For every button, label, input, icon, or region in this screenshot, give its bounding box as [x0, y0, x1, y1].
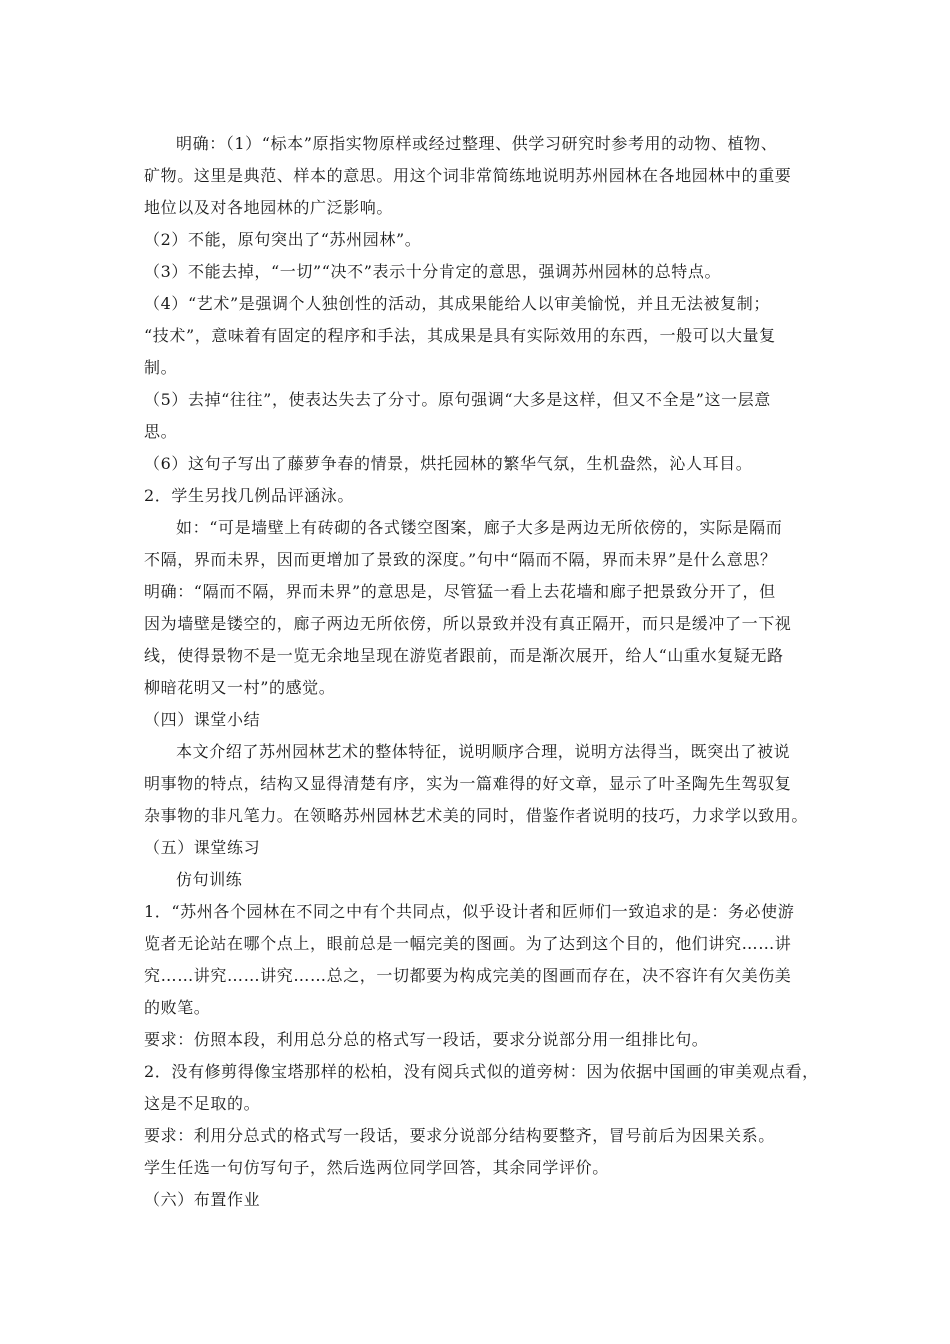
section-heading: （四）课堂小结 [144, 710, 261, 729]
text-line: 要求：利用分总式的格式写一段话，要求分说部分结构要整齐，冒号前后为因果关系。 [144, 1126, 775, 1145]
text-line: 矿物。这里是典范、样本的意思。用这个词非常简练地说明苏州园林在各地园林中的重要 [144, 166, 792, 185]
text-line: 究……讲究……讲究……总之，一切都要为构成完美的图画而存在，决不容许有欠美伤美 [144, 966, 792, 985]
text-line: 因为墙壁是镂空的，廊子两边无所依傍，所以景致并没有真正隔开，而只是缓冲了一下视 [144, 614, 792, 633]
text-line: 杂事物的非凡笔力。在领略苏州园林艺术美的同时，借鉴作者说明的技巧，力求学以致用。 [144, 806, 809, 825]
text-line: 如：“可是墙壁上有砖砌的各式镂空图案，廊子大多是两边无所依傍的，实际是隔而 [176, 518, 783, 537]
text-line: 地位以及对各地园林的广泛影响。 [144, 198, 394, 217]
text-line: 仿句训练 [176, 870, 243, 889]
text-line: （2）不能，原句突出了“苏州园林”。 [144, 230, 422, 249]
text-line: 本文介绍了苏州园林艺术的整体特征，说明顺序合理，说明方法得当，既突出了被说 [176, 742, 791, 761]
section-heading: （六）布置作业 [144, 1190, 261, 1209]
text-line: 明确：“隔而不隔，界而未界”的意思是，尽管猛一看上去花墙和廊子把景致分开了，但 [144, 582, 776, 601]
text-line: （3）不能去掉，“一切”“决不”表示十分肯定的意思，强调苏州园林的总特点。 [144, 262, 722, 281]
text-line: （5）去掉“往往”，使表达失去了分寸。原句强调“大多是这样，但又不全是”这一层意 [144, 390, 771, 409]
text-line: 思。 [144, 422, 178, 441]
text-line: 学生任选一句仿写句子，然后选两位同学回答，其余同学评价。 [144, 1158, 609, 1177]
text-line: 要求：仿照本段，利用总分总的格式写一段话，要求分说部分用一组排比句。 [144, 1030, 709, 1049]
text-line: 制。 [144, 358, 178, 377]
text-line: （4）“艺术”是强调个人独创性的活动，其成果能给人以审美愉悦，并且无法被复制； [144, 294, 770, 313]
text-line: 1．“苏州各个园林在不同之中有个共同点，似乎设计者和匠师们一致追求的是：务必使游 [144, 902, 795, 921]
text-line: 这是不足取的。 [144, 1094, 261, 1113]
text-line: “技术”，意味着有固定的程序和手法，其成果是具有实际效用的东西，一般可以大量复 [144, 326, 776, 345]
text-line: 柳暗花明又一村”的感觉。 [144, 678, 336, 697]
text-line: 不隔，界而未界，因而更增加了景致的深度。”句中“隔而不隔，界而未界”是什么意思？ [144, 550, 777, 569]
section-heading: （五）课堂练习 [144, 838, 261, 857]
text-line: （6）这句子写出了藤萝争春的情景，烘托园林的繁华气氛，生机盎然，沁人耳目。 [144, 454, 753, 473]
text-line: 览者无论站在哪个点上，眼前总是一幅完美的图画。为了达到这个目的，他们讲究……讲 [144, 934, 792, 953]
text-line: 的败笔。 [144, 998, 211, 1017]
text-line: 2．没有修剪得像宝塔那样的松柏，没有阅兵式似的道旁树：因为依据中国画的审美观点看， [144, 1062, 819, 1081]
text-line: 线，使得景物不是一览无余地呈现在游览者跟前，而是渐次展开，给人“山重水复疑无路 [144, 646, 784, 665]
text-line: 明确：（1）“标本”原指实物原样或经过整理、供学习研究时参考用的动物、植物、 [176, 134, 778, 153]
text-line: 明事物的特点，结构又显得清楚有序，实为一篇难得的好文章，显示了叶圣陶先生驾驭复 [144, 774, 792, 793]
text-line: 2．学生另找几例品评涵泳。 [144, 486, 354, 505]
